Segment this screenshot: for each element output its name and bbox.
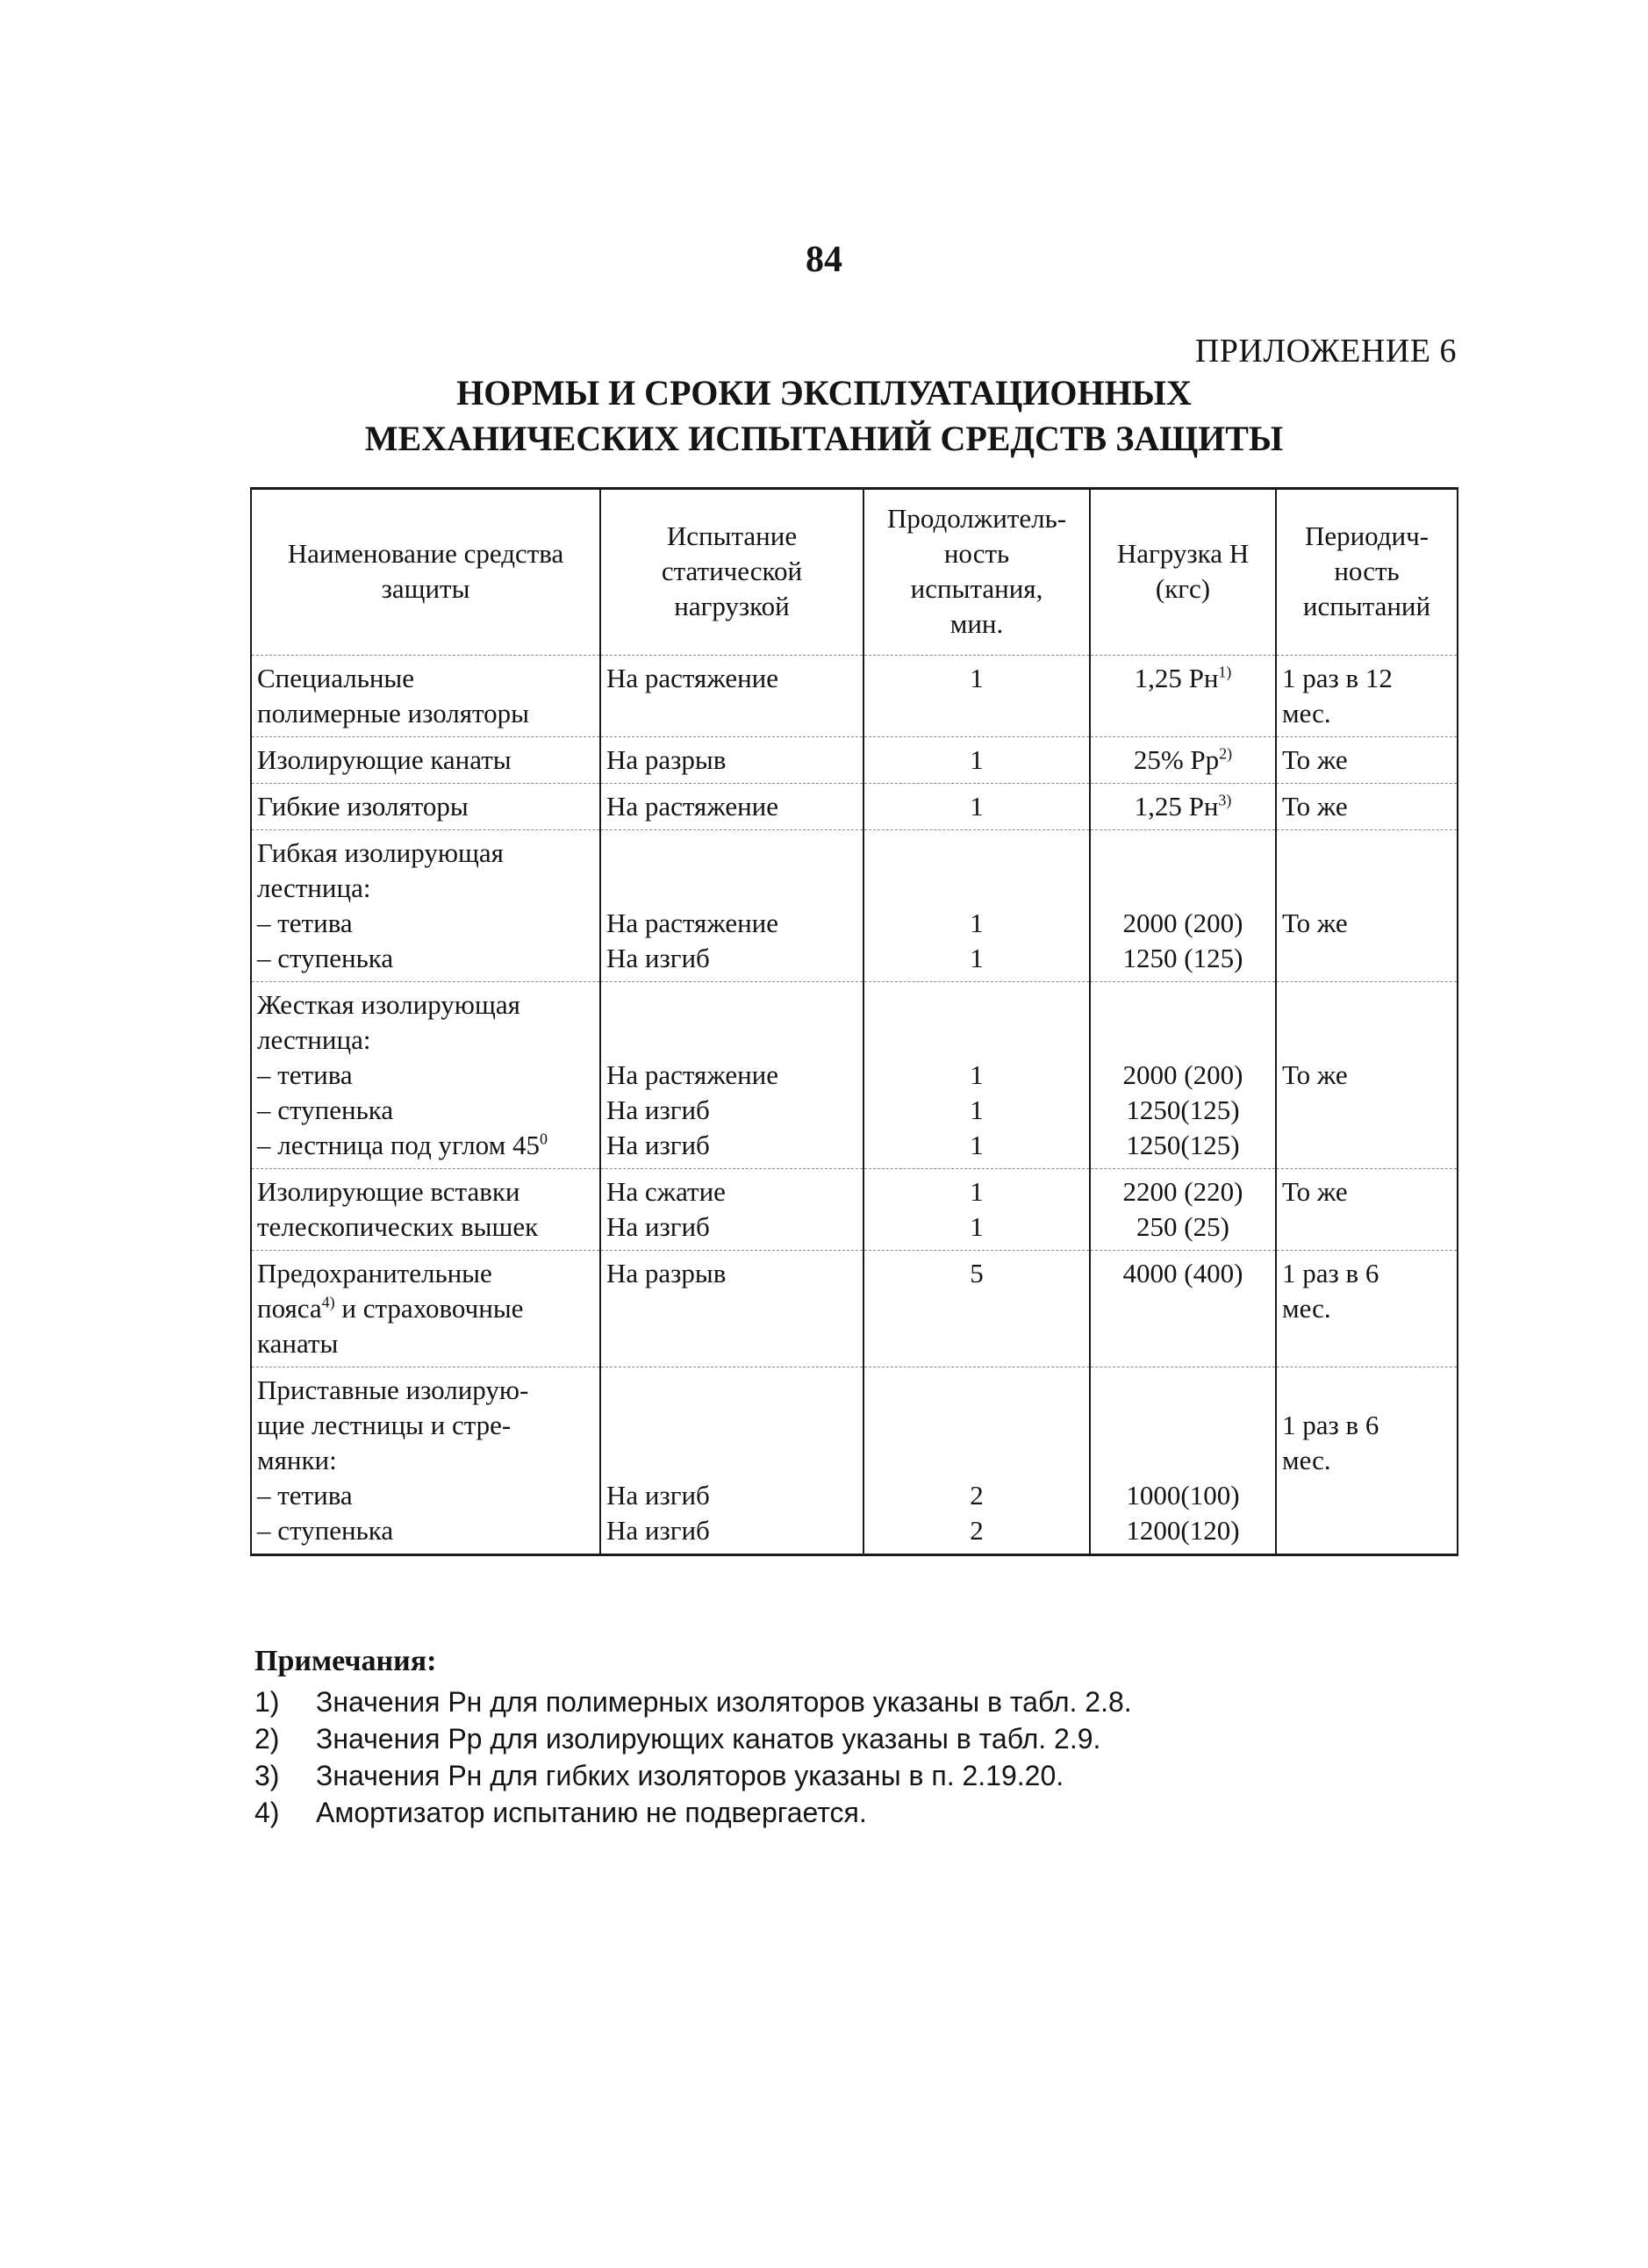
cell-line bbox=[257, 941, 594, 976]
notes-list bbox=[254, 1683, 1132, 1831]
cell-text: – ступенька bbox=[257, 1095, 394, 1125]
cell-text: щие лестницы и стре- bbox=[257, 1410, 512, 1440]
cell-line bbox=[870, 1291, 1084, 1326]
title-line-1: НОРМЫ И СРОКИ ЭКСПЛУАТАЦИОННЫХ bbox=[456, 373, 1192, 413]
cell-line bbox=[257, 1373, 594, 1408]
cell-line bbox=[870, 743, 1084, 778]
cell-text: 1 bbox=[970, 1211, 984, 1242]
cell-line bbox=[1096, 743, 1270, 778]
header-line: мин. bbox=[949, 608, 1004, 639]
cell-text: мянки: bbox=[257, 1445, 337, 1475]
cell-load bbox=[1090, 1367, 1276, 1555]
cell-line bbox=[257, 1326, 594, 1361]
cell-text: На сжатие bbox=[606, 1176, 726, 1207]
cell-text: Гибкая изолирующая bbox=[257, 837, 504, 868]
table-row bbox=[251, 1251, 1458, 1367]
cell-line bbox=[257, 789, 594, 824]
notes-title: Примечания: bbox=[254, 1645, 437, 1677]
cell-line bbox=[606, 1128, 857, 1163]
cell-text: То же bbox=[1282, 744, 1348, 775]
cell-line bbox=[606, 1291, 857, 1326]
cell-text: – лестница под углом 45 bbox=[257, 1130, 540, 1160]
table-row bbox=[251, 1169, 1458, 1251]
cell-line bbox=[1282, 941, 1451, 976]
cell-text: 1 раз в 6 bbox=[1282, 1410, 1379, 1440]
cell-period bbox=[1276, 784, 1458, 830]
cell-load bbox=[1090, 982, 1276, 1169]
cell-line bbox=[1096, 871, 1270, 906]
cell-line bbox=[1282, 871, 1451, 906]
footnote-marker: 4) bbox=[321, 1293, 335, 1311]
cell-text: 1250(125) bbox=[1126, 1095, 1240, 1125]
cell-line bbox=[257, 1478, 594, 1513]
cell-line bbox=[1096, 1291, 1270, 1326]
cell-period bbox=[1276, 737, 1458, 784]
cell-line bbox=[606, 743, 857, 778]
cell-line bbox=[870, 871, 1084, 906]
cell-name bbox=[251, 830, 600, 982]
cell-line bbox=[1096, 836, 1270, 871]
cell-text: 25% Рр bbox=[1133, 744, 1220, 775]
cell-dur bbox=[863, 1169, 1090, 1251]
cell-text: и страховочные bbox=[334, 1293, 524, 1324]
cell-line bbox=[1096, 1373, 1270, 1408]
cell-line bbox=[1096, 661, 1270, 696]
cell-line bbox=[606, 1093, 857, 1128]
header-line: Испытание bbox=[666, 520, 798, 551]
table-row bbox=[251, 656, 1458, 737]
cell-line bbox=[1282, 1326, 1451, 1361]
cell-line bbox=[1282, 1478, 1451, 1513]
cell-text: 1 bbox=[970, 1130, 984, 1160]
cell-line bbox=[1282, 789, 1451, 824]
note-number: 1) bbox=[254, 1686, 280, 1718]
cell-text: 1 раз в 6 bbox=[1282, 1258, 1379, 1288]
cell-line bbox=[1096, 1513, 1270, 1548]
note-number: 3) bbox=[254, 1760, 280, 1791]
cell-line bbox=[606, 1058, 857, 1093]
cell-name bbox=[251, 1251, 600, 1367]
cell-text: – тетива bbox=[257, 908, 353, 938]
cell-dur bbox=[863, 1251, 1090, 1367]
cell-text: 2000 (200) bbox=[1122, 908, 1243, 938]
cell-line bbox=[1282, 1128, 1451, 1163]
cell-text: На изгиб bbox=[606, 1480, 710, 1511]
cell-text: 1250 (125) bbox=[1122, 943, 1243, 973]
cell-text: 1 bbox=[970, 1095, 984, 1125]
cell-test bbox=[600, 830, 863, 982]
norms-table bbox=[250, 487, 1458, 1556]
note-text: Значения Рн для полимерных изоляторов указаны в табл. 2.8. bbox=[316, 1686, 1132, 1718]
header-line: испытания, bbox=[910, 573, 1043, 604]
note-item bbox=[254, 1794, 1132, 1831]
cell-text: 2 bbox=[970, 1515, 984, 1546]
cell-text: На растяжение bbox=[606, 1059, 779, 1090]
cell-line bbox=[870, 789, 1084, 824]
cell-text: На разрыв bbox=[606, 1258, 727, 1288]
cell-text: Изолирующие канаты bbox=[257, 744, 512, 775]
cell-text: 2000 (200) bbox=[1122, 1059, 1243, 1090]
cell-dur bbox=[863, 1367, 1090, 1555]
cell-test bbox=[600, 737, 863, 784]
cell-text: На растяжение bbox=[606, 663, 779, 693]
cell-period bbox=[1276, 1251, 1458, 1367]
cell-line bbox=[257, 987, 594, 1023]
header-period bbox=[1276, 489, 1458, 656]
cell-text: 250 (25) bbox=[1136, 1211, 1229, 1242]
footnote-marker: 2) bbox=[1219, 744, 1233, 763]
cell-text: 1 раз в 12 bbox=[1282, 663, 1393, 693]
cell-period bbox=[1276, 830, 1458, 982]
cell-line bbox=[870, 906, 1084, 941]
header-line: (кгс) bbox=[1155, 573, 1211, 604]
note-number: 2) bbox=[254, 1723, 280, 1755]
cell-text: полимерные изоляторы bbox=[257, 698, 529, 728]
cell-text: 1 bbox=[970, 791, 984, 822]
cell-line bbox=[257, 696, 594, 731]
cell-line bbox=[257, 871, 594, 906]
cell-line bbox=[1096, 1058, 1270, 1093]
header-name bbox=[251, 489, 600, 656]
cell-line bbox=[870, 1326, 1084, 1361]
cell-line bbox=[606, 1256, 857, 1291]
cell-line bbox=[1282, 1058, 1451, 1093]
header-line: Продолжитель- bbox=[886, 503, 1067, 534]
cell-line bbox=[257, 1128, 594, 1163]
table-row bbox=[251, 830, 1458, 982]
cell-test bbox=[600, 982, 863, 1169]
header-test bbox=[600, 489, 863, 656]
notes bbox=[254, 1643, 1132, 1831]
footnote-marker: 1) bbox=[1218, 663, 1232, 681]
header-line: Периодич- bbox=[1304, 520, 1429, 551]
header-line: нагрузкой bbox=[674, 591, 790, 621]
cell-name bbox=[251, 1367, 600, 1555]
cell-line bbox=[606, 836, 857, 871]
note-text: Значения Рн для гибких изоляторов указаны в п. 2.19.20. bbox=[316, 1760, 1064, 1791]
cell-text: 1 bbox=[970, 943, 984, 973]
cell-line bbox=[1096, 1209, 1270, 1245]
page-number: 84 bbox=[806, 240, 842, 280]
cell-line bbox=[1282, 1373, 1451, 1408]
cell-dur bbox=[863, 656, 1090, 737]
header-dur bbox=[863, 489, 1090, 656]
cell-text: 4000 (400) bbox=[1122, 1258, 1243, 1288]
cell-text: – ступенька bbox=[257, 1515, 394, 1546]
cell-text: – тетива bbox=[257, 1480, 353, 1511]
cell-text: – ступенька bbox=[257, 943, 394, 973]
cell-line bbox=[606, 789, 857, 824]
cell-name bbox=[251, 656, 600, 737]
cell-line bbox=[870, 1478, 1084, 1513]
cell-text: 1200(120) bbox=[1126, 1515, 1240, 1546]
cell-line bbox=[1282, 1093, 1451, 1128]
note-item bbox=[254, 1720, 1132, 1757]
note-item bbox=[254, 1683, 1132, 1720]
cell-line bbox=[870, 1058, 1084, 1093]
cell-period bbox=[1276, 1169, 1458, 1251]
cell-text: 5 bbox=[970, 1258, 984, 1288]
cell-line bbox=[1096, 987, 1270, 1023]
cell-line bbox=[257, 1093, 594, 1128]
cell-text: 1 bbox=[970, 744, 984, 775]
cell-line bbox=[1096, 1093, 1270, 1128]
cell-text: Жесткая изолирующая bbox=[257, 989, 520, 1020]
cell-name bbox=[251, 737, 600, 784]
cell-text: На изгиб bbox=[606, 1095, 710, 1125]
cell-period bbox=[1276, 982, 1458, 1169]
cell-line bbox=[606, 1209, 857, 1245]
cell-line bbox=[257, 836, 594, 871]
cell-text: мес. bbox=[1282, 698, 1331, 728]
footnote-marker: 0 bbox=[539, 1130, 548, 1148]
cell-period bbox=[1276, 1367, 1458, 1555]
cell-text: 1 bbox=[970, 663, 984, 693]
cell-line bbox=[606, 871, 857, 906]
cell-load bbox=[1090, 830, 1276, 982]
note-text: Амортизатор испытанию не подвергается. bbox=[316, 1797, 867, 1828]
cell-dur bbox=[863, 830, 1090, 982]
cell-text: канаты bbox=[257, 1328, 339, 1359]
cell-name bbox=[251, 784, 600, 830]
cell-line bbox=[1282, 1513, 1451, 1548]
cell-line bbox=[606, 1513, 857, 1548]
note-text: Значения Рр для изолирующих канатов указаны в табл. 2.9. bbox=[316, 1723, 1101, 1755]
cell-line bbox=[257, 1256, 594, 1291]
cell-line bbox=[606, 1373, 857, 1408]
cell-line bbox=[606, 1174, 857, 1209]
cell-line bbox=[606, 1023, 857, 1058]
cell-line bbox=[1282, 1291, 1451, 1326]
cell-line bbox=[870, 1513, 1084, 1548]
cell-line bbox=[1096, 941, 1270, 976]
cell-line bbox=[606, 661, 857, 696]
cell-text: 1250(125) bbox=[1126, 1130, 1240, 1160]
footnote-marker: 3) bbox=[1218, 791, 1232, 809]
cell-line bbox=[1282, 836, 1451, 871]
cell-line bbox=[1096, 1443, 1270, 1478]
cell-line bbox=[1096, 1256, 1270, 1291]
cell-text: 1 bbox=[970, 1059, 984, 1090]
cell-line bbox=[870, 1408, 1084, 1443]
cell-text: На растяжение bbox=[606, 791, 779, 822]
cell-line bbox=[870, 661, 1084, 696]
table-row bbox=[251, 982, 1458, 1169]
cell-load bbox=[1090, 656, 1276, 737]
header-line: ность bbox=[1334, 556, 1400, 586]
cell-text: мес. bbox=[1282, 1293, 1331, 1324]
cell-line bbox=[257, 1291, 594, 1326]
cell-load bbox=[1090, 1251, 1276, 1367]
cell-period bbox=[1276, 656, 1458, 737]
cell-line bbox=[606, 941, 857, 976]
table-body bbox=[251, 656, 1458, 1555]
header-line: Наименование средства bbox=[287, 538, 564, 569]
cell-line bbox=[257, 1209, 594, 1245]
cell-line bbox=[870, 1093, 1084, 1128]
appendix-label: ПРИЛОЖЕНИЕ 6 bbox=[1194, 333, 1457, 370]
cell-text: 1000(100) bbox=[1126, 1480, 1240, 1511]
cell-line bbox=[257, 1443, 594, 1478]
cell-dur bbox=[863, 784, 1090, 830]
cell-line bbox=[870, 941, 1084, 976]
cell-text: На изгиб bbox=[606, 1130, 710, 1160]
note-number: 4) bbox=[254, 1797, 280, 1828]
cell-text: Предохранительные bbox=[257, 1258, 492, 1288]
cell-text: То же bbox=[1282, 908, 1348, 938]
header-line: Нагрузка Н bbox=[1116, 538, 1250, 569]
cell-text: На разрыв bbox=[606, 744, 727, 775]
cell-line bbox=[1282, 743, 1451, 778]
cell-text: На изгиб bbox=[606, 1211, 710, 1242]
cell-test bbox=[600, 1169, 863, 1251]
cell-text: Изолирующие вставки bbox=[257, 1176, 520, 1207]
table-row bbox=[251, 784, 1458, 830]
cell-text: Приставные изолирую- bbox=[257, 1374, 529, 1405]
cell-line bbox=[870, 696, 1084, 731]
cell-line bbox=[870, 1209, 1084, 1245]
cell-text: 1,25 Рн bbox=[1134, 663, 1219, 693]
cell-text: На растяжение bbox=[606, 908, 779, 938]
cell-text: То же bbox=[1282, 1176, 1348, 1207]
cell-line bbox=[1282, 1023, 1451, 1058]
cell-line bbox=[1096, 696, 1270, 731]
cell-name bbox=[251, 1169, 600, 1251]
cell-text: То же bbox=[1282, 791, 1348, 822]
cell-test bbox=[600, 1367, 863, 1555]
cell-text: 1 bbox=[970, 908, 984, 938]
table-row bbox=[251, 1367, 1458, 1555]
cell-line bbox=[606, 1443, 857, 1478]
cell-line bbox=[1096, 1023, 1270, 1058]
cell-line bbox=[257, 1513, 594, 1548]
cell-text: Специальные bbox=[257, 663, 415, 693]
cell-test bbox=[600, 784, 863, 830]
cell-line bbox=[1096, 1174, 1270, 1209]
cell-text: мес. bbox=[1282, 1445, 1331, 1475]
cell-line bbox=[1282, 661, 1451, 696]
cell-line bbox=[870, 1174, 1084, 1209]
cell-line bbox=[257, 906, 594, 941]
cell-line bbox=[1282, 906, 1451, 941]
cell-line bbox=[870, 1373, 1084, 1408]
header-line: испытаний bbox=[1302, 591, 1431, 621]
cell-line bbox=[606, 906, 857, 941]
cell-line bbox=[1096, 906, 1270, 941]
cell-line bbox=[606, 1478, 857, 1513]
cell-text: пояса bbox=[257, 1293, 322, 1324]
cell-load bbox=[1090, 1169, 1276, 1251]
header-load bbox=[1090, 489, 1276, 656]
cell-line bbox=[606, 1326, 857, 1361]
cell-text: – тетива bbox=[257, 1059, 353, 1090]
title-line-2: МЕХАНИЧЕСКИХ ИСПЫТАНИЙ СРЕДСТВ ЗАЩИТЫ bbox=[364, 419, 1284, 458]
cell-text: На изгиб bbox=[606, 943, 710, 973]
table-row bbox=[251, 737, 1458, 784]
cell-line bbox=[257, 661, 594, 696]
cell-line bbox=[870, 1023, 1084, 1058]
cell-line bbox=[1096, 789, 1270, 824]
cell-line bbox=[870, 1128, 1084, 1163]
table-header-row bbox=[251, 489, 1458, 656]
cell-text: Гибкие изоляторы bbox=[257, 791, 469, 822]
cell-line bbox=[1096, 1326, 1270, 1361]
cell-text: На изгиб bbox=[606, 1515, 710, 1546]
cell-text: телескопических вышек bbox=[257, 1211, 539, 1242]
cell-line bbox=[257, 1174, 594, 1209]
cell-line bbox=[606, 696, 857, 731]
cell-line bbox=[870, 1256, 1084, 1291]
cell-text: лестница: bbox=[257, 1024, 371, 1055]
cell-line bbox=[1282, 1443, 1451, 1478]
cell-load bbox=[1090, 737, 1276, 784]
cell-line bbox=[1282, 1209, 1451, 1245]
cell-line bbox=[257, 1058, 594, 1093]
cell-text: 1 bbox=[970, 1176, 984, 1207]
cell-dur bbox=[863, 982, 1090, 1169]
cell-line bbox=[1282, 1408, 1451, 1443]
cell-dur bbox=[863, 737, 1090, 784]
cell-name bbox=[251, 982, 600, 1169]
cell-line bbox=[1282, 1256, 1451, 1291]
cell-line bbox=[1282, 1174, 1451, 1209]
cell-line bbox=[870, 987, 1084, 1023]
header-line: ность bbox=[943, 538, 1010, 569]
cell-load bbox=[1090, 784, 1276, 830]
cell-line bbox=[870, 836, 1084, 871]
cell-line bbox=[1096, 1478, 1270, 1513]
cell-text: 2200 (220) bbox=[1122, 1176, 1243, 1207]
cell-line bbox=[606, 1408, 857, 1443]
cell-text: 1,25 Рн bbox=[1134, 791, 1219, 822]
note-item bbox=[254, 1757, 1132, 1794]
cell-text: лестница: bbox=[257, 872, 371, 903]
cell-line bbox=[606, 987, 857, 1023]
cell-line bbox=[257, 1408, 594, 1443]
cell-line bbox=[1282, 987, 1451, 1023]
cell-test bbox=[600, 656, 863, 737]
header-line: защиты bbox=[381, 573, 470, 604]
page-title bbox=[0, 370, 1648, 462]
cell-line bbox=[257, 1023, 594, 1058]
cell-line bbox=[870, 1443, 1084, 1478]
cell-text: 2 bbox=[970, 1480, 984, 1511]
cell-line bbox=[1096, 1408, 1270, 1443]
header-line: статической bbox=[661, 556, 803, 586]
cell-line bbox=[1096, 1128, 1270, 1163]
cell-line bbox=[1282, 696, 1451, 731]
cell-line bbox=[257, 743, 594, 778]
cell-test bbox=[600, 1251, 863, 1367]
cell-text: То же bbox=[1282, 1059, 1348, 1090]
